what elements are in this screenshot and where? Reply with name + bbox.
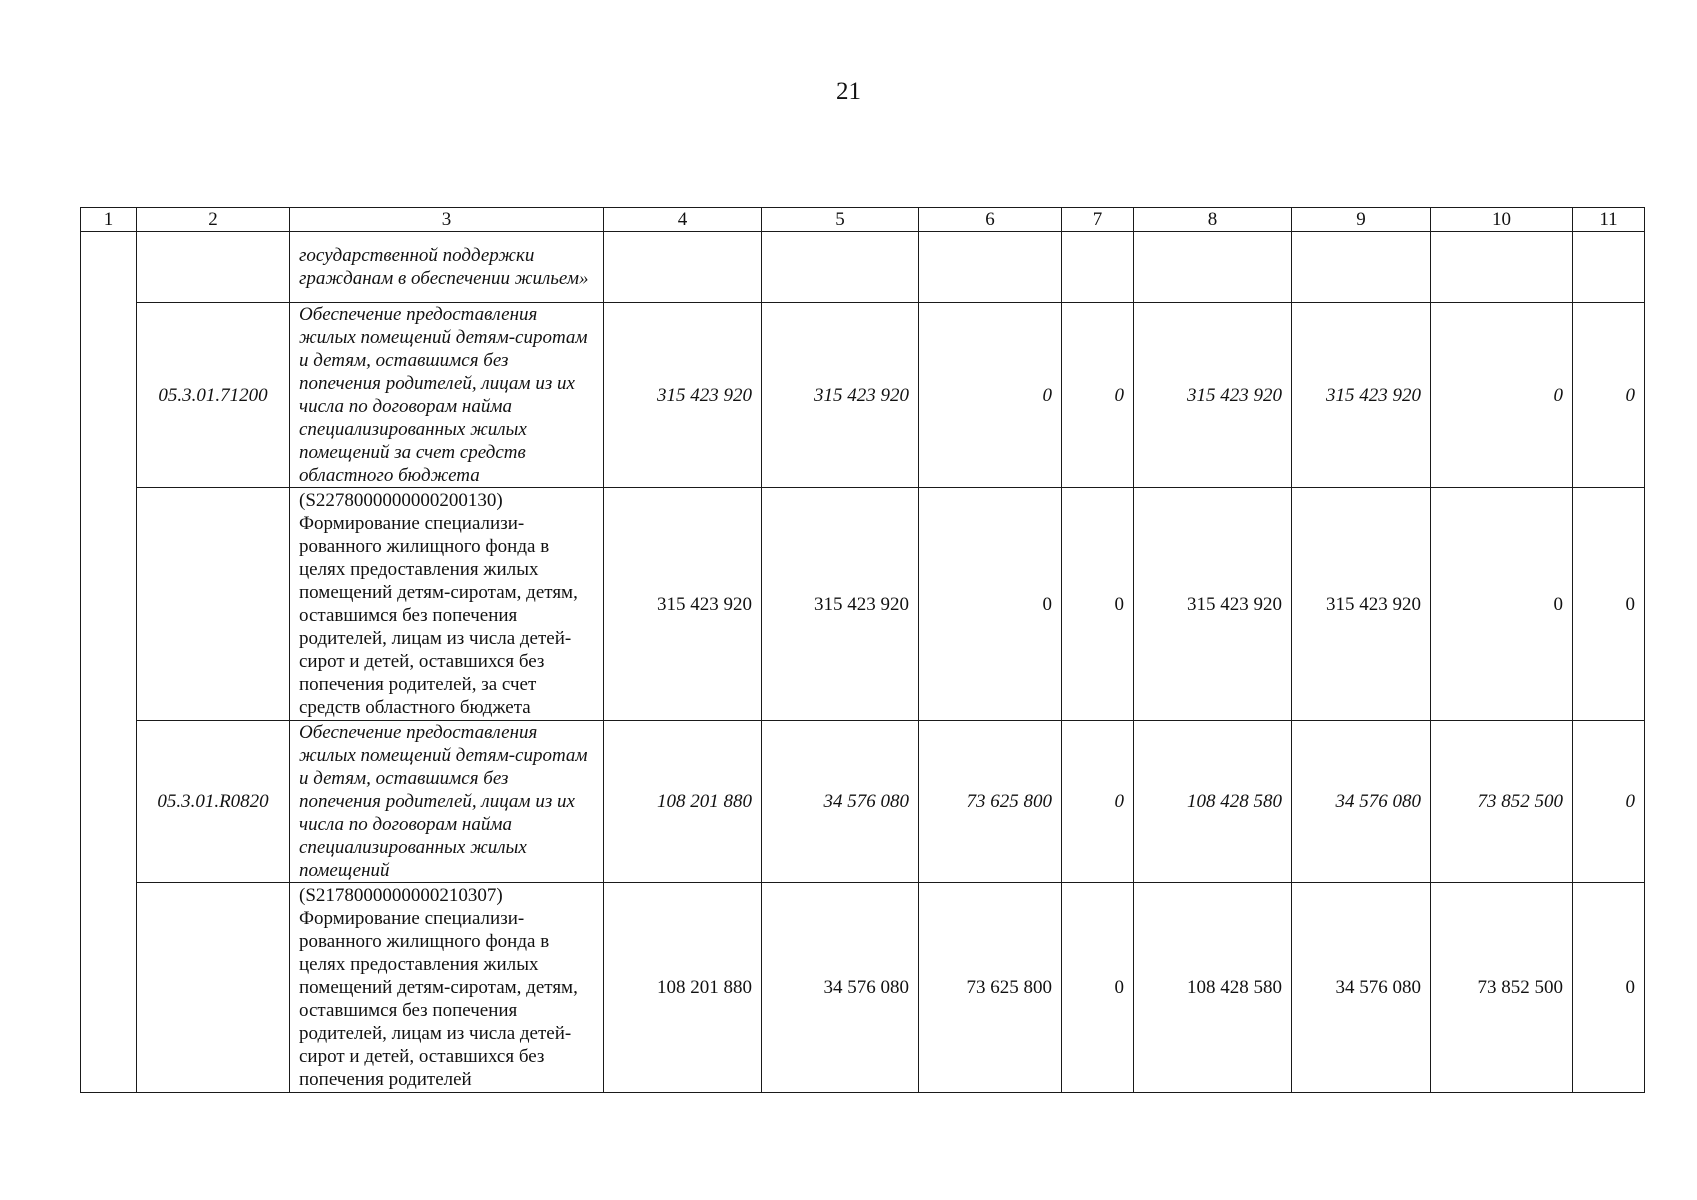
value-cell xyxy=(1292,232,1431,303)
value-cell: 34 576 080 xyxy=(1292,883,1431,1093)
value-cell: 108 201 880 xyxy=(604,721,762,883)
value-cell: 108 201 880 xyxy=(604,883,762,1093)
value-cell: 0 xyxy=(1431,303,1573,488)
table-row xyxy=(81,883,1645,1093)
value-cell: 73 625 800 xyxy=(919,721,1062,883)
value-cell: 108 428 580 xyxy=(1134,721,1292,883)
table-row xyxy=(81,232,1645,303)
code-cell xyxy=(137,883,290,1093)
value-cell: 315 423 920 xyxy=(762,303,919,488)
value-cell: 0 xyxy=(919,488,1062,721)
value-cell xyxy=(1573,232,1645,303)
value-cell: 0 xyxy=(1431,488,1573,721)
budget-table xyxy=(80,207,1645,1093)
column-header: 5 xyxy=(762,208,919,232)
code-cell: 05.3.01.71200 xyxy=(137,303,290,488)
code-cell: 05.3.01.R0820 xyxy=(137,721,290,883)
column-header: 8 xyxy=(1134,208,1292,232)
merged-first-column-cell xyxy=(81,232,137,1093)
column-header: 4 xyxy=(604,208,762,232)
value-cell: 315 423 920 xyxy=(762,488,919,721)
description-cell: Обеспечение предоставления жилых помещений детям-сиротам и детям, оставшимся без попечения родителей, лицам из их числа по договорам найма специализированных жилых помещений xyxy=(290,721,604,883)
value-cell: 315 423 920 xyxy=(1134,303,1292,488)
page-number: 21 xyxy=(836,78,861,105)
value-cell: 108 428 580 xyxy=(1134,883,1292,1093)
value-cell xyxy=(1431,232,1573,303)
value-cell: 0 xyxy=(919,303,1062,488)
value-cell: 0 xyxy=(1062,488,1134,721)
column-header: 9 xyxy=(1292,208,1431,232)
value-cell: 73 852 500 xyxy=(1431,883,1573,1093)
value-cell: 73 625 800 xyxy=(919,883,1062,1093)
column-header: 1 xyxy=(81,208,137,232)
value-cell: 0 xyxy=(1573,303,1645,488)
value-cell xyxy=(604,232,762,303)
column-header: 2 xyxy=(137,208,290,232)
column-header: 11 xyxy=(1573,208,1645,232)
column-header: 6 xyxy=(919,208,1062,232)
value-cell: 0 xyxy=(1062,303,1134,488)
value-cell: 0 xyxy=(1062,721,1134,883)
value-cell: 0 xyxy=(1573,488,1645,721)
code-cell xyxy=(137,488,290,721)
column-header: 7 xyxy=(1062,208,1134,232)
column-header: 10 xyxy=(1431,208,1573,232)
value-cell: 34 576 080 xyxy=(762,721,919,883)
value-cell: 315 423 920 xyxy=(1292,488,1431,721)
description-cell: (S2178000000000210307) Формирование специализи-рованного жилищного фонда в целях предоставления жилых помещений детям-сиротам, детям, оставшимся без попечения родителей, лицам из числа детей-сирот и детей, оставшихся без попечения родителей xyxy=(290,883,604,1093)
table-row xyxy=(81,488,1645,721)
description-cell: Обеспечение предоставления жилых помещений детям-сиротам и детям, оставшимся без попечения родителей, лицам из их числа по договорам найма специализированных жилых помещений за счет средств областного бюджета xyxy=(290,303,604,488)
value-cell xyxy=(1134,232,1292,303)
value-cell: 315 423 920 xyxy=(1292,303,1431,488)
value-cell: 315 423 920 xyxy=(1134,488,1292,721)
description-cell: (S2278000000000200130) Формирование специализи-рованного жилищного фонда в целях предоставления жилых помещений детям-сиротам, детям, оставшимся без попечения родителей, лицам из числа детей-сирот и детей, оставшихся без попечения родителей, за счет средств областного бюджета xyxy=(290,488,604,721)
value-cell: 34 576 080 xyxy=(762,883,919,1093)
value-cell: 0 xyxy=(1062,883,1134,1093)
value-cell: 315 423 920 xyxy=(604,488,762,721)
value-cell: 73 852 500 xyxy=(1431,721,1573,883)
value-cell xyxy=(762,232,919,303)
value-cell xyxy=(1062,232,1134,303)
column-header: 3 xyxy=(290,208,604,232)
table-row xyxy=(81,721,1645,883)
value-cell: 0 xyxy=(1573,883,1645,1093)
header-row xyxy=(81,208,1645,232)
value-cell xyxy=(919,232,1062,303)
value-cell: 34 576 080 xyxy=(1292,721,1431,883)
description-cell: государственной поддержки гражданам в обеспечении жильем» xyxy=(290,232,604,303)
value-cell: 315 423 920 xyxy=(604,303,762,488)
code-cell xyxy=(137,232,290,303)
table-row xyxy=(81,303,1645,488)
value-cell: 0 xyxy=(1573,721,1645,883)
